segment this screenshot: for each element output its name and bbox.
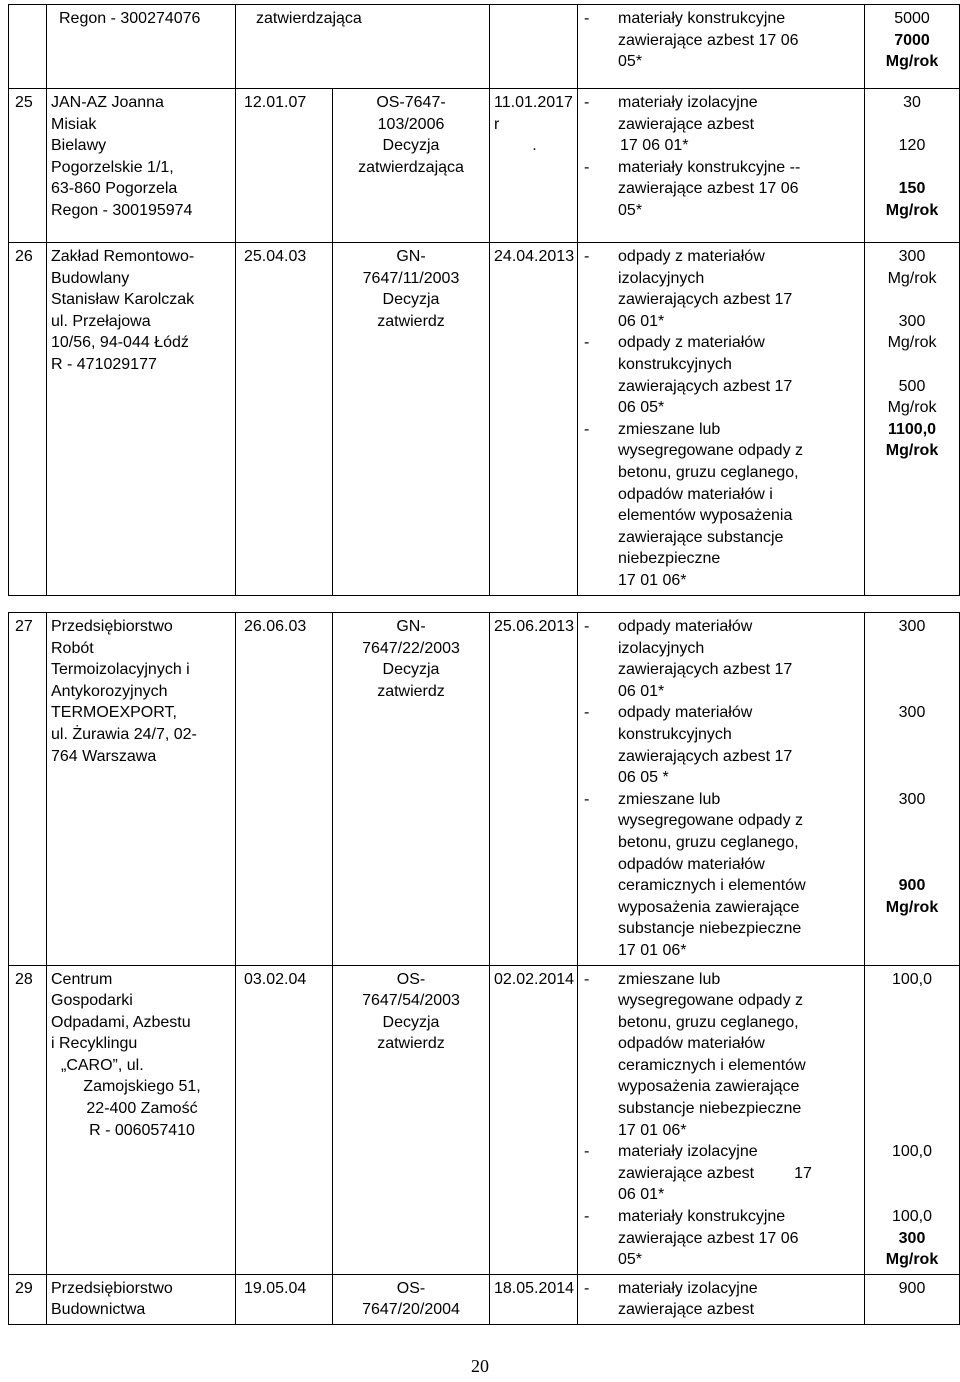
valid-date-cell bbox=[490, 5, 578, 89]
decision-cell: OS- 7647/20/2004 bbox=[333, 1274, 490, 1324]
table-row bbox=[9, 5, 960, 89]
lp-cell bbox=[9, 5, 47, 89]
list-item: - materiały konstrukcyjne zawierające azbest 17 06 05* bbox=[584, 10, 799, 71]
valid-date-cell: 24.04.2013 bbox=[490, 243, 578, 596]
list-item: - odpady materiałów izolacyjnych zawierających azbest 17 06 01* bbox=[584, 618, 793, 700]
entity-cell: JAN-AZ Joanna Misiak Bielawy Pogorzelskie 1/1, 63-860 Pogorzela Regon - 300195974 bbox=[47, 89, 236, 243]
list-item: - materiały izolacyjne zawierające azbest 17 06 01* bbox=[584, 94, 758, 155]
decision-cell: OS- 7647/54/2003 Decyzja zatwierdz bbox=[333, 965, 490, 1274]
lp-cell: 28 bbox=[9, 965, 47, 1274]
issue-date-cell: 26.06.03 bbox=[236, 613, 333, 966]
quantity-cell: 30 120 150 Mg/rok bbox=[865, 89, 960, 243]
valid-date-cell: 11.01.2017r . bbox=[490, 89, 578, 243]
register-table-top bbox=[8, 4, 960, 596]
items-cell bbox=[578, 5, 865, 89]
quantity-cell: 300 Mg/rok 300 Mg/rok 500 Mg/rok 1100,0 Mg/rok bbox=[865, 243, 960, 596]
decision-text: zatwierdzająca bbox=[256, 10, 362, 27]
list-item: - materiały izolacyjne zawierające azbest bbox=[584, 1279, 758, 1319]
register-table-bottom bbox=[8, 612, 960, 1325]
lp-cell: 29 bbox=[9, 1274, 47, 1324]
entity-cell: Centrum Gospodarki Odpadami, Azbestu i Recyklingu „CARO”, ul. Zamojskiego 51, 22-400 Zamość R - 006057410 bbox=[47, 965, 236, 1274]
lp-cell: 25 bbox=[9, 89, 47, 243]
list-item: - zmieszane lub wysegregowane odpady z betonu, gruzu ceglanego, odpadów materiałów ceramicznych i elementów wyposażenia zawierające substancje niebezpieczne 17 01 06* bbox=[584, 970, 806, 1139]
table-row bbox=[9, 965, 960, 1274]
regon-text: Regon - 300274076 bbox=[59, 10, 201, 27]
list-item: - zmieszane lub wysegregowane odpady z betonu, gruzu ceglanego, odpadów materiałów i elementów wyposażenia zawierające substancje niebezpieczne 17 01 06* bbox=[584, 420, 804, 589]
valid-date-cell: 02.02.2014 bbox=[490, 965, 578, 1274]
decision-cell: GN- 7647/11/2003 Decyzja zatwierdz bbox=[333, 243, 490, 596]
quantity-cell: 900 bbox=[865, 1274, 960, 1324]
items-cell bbox=[578, 1274, 865, 1324]
quantity-cell: 300 300 300 900 Mg/rok bbox=[865, 613, 960, 966]
decision-cell bbox=[236, 5, 490, 89]
items-cell bbox=[578, 965, 865, 1274]
items-cell bbox=[578, 89, 865, 243]
lp-cell: 27 bbox=[9, 613, 47, 966]
lp-cell: 26 bbox=[9, 243, 47, 596]
issue-date-cell: 25.04.03 bbox=[236, 243, 333, 596]
decision-cell: OS-7647- 103/2006 Decyzja zatwierdzająca bbox=[333, 89, 490, 243]
list-item: - odpady z materiałów izolacyjnych zawierających azbest 17 06 01* bbox=[584, 248, 793, 330]
issue-date-cell: 19.05.04 bbox=[236, 1274, 333, 1324]
entity-cell: Przedsiębiorstwo Budownictwa bbox=[47, 1274, 236, 1324]
issue-date-cell: 12.01.07 bbox=[236, 89, 333, 243]
valid-date-cell: 25.06.2013 bbox=[490, 613, 578, 966]
items-cell bbox=[578, 613, 865, 966]
table-row bbox=[9, 613, 960, 966]
list-item: - materiały konstrukcyjne -- zawierające azbest 17 06 05* bbox=[584, 158, 801, 219]
issue-date-cell: 03.02.04 bbox=[236, 965, 333, 1274]
table-row bbox=[9, 243, 960, 596]
page-number: 20 bbox=[471, 1356, 489, 1376]
quantity-cell: 100,0 100,0 100,0 300 Mg/rok bbox=[865, 965, 960, 1274]
table-row bbox=[9, 89, 960, 243]
valid-date-cell: 18.05.2014 bbox=[490, 1274, 578, 1324]
regon-cell bbox=[47, 5, 236, 89]
entity-cell: Zakład Remontowo- Budowlany Stanisław Karolczak ul. Przełajowa 10/56, 94-044 Łódź R - 471029177 bbox=[47, 243, 236, 596]
list-item: - materiały izolacyjne zawierające azbest 17 06 01* bbox=[584, 1143, 812, 1204]
entity-cell: Przedsiębiorstwo Robót Termoizolacyjnych i Antykorozyjnych TERMOEXPORT, ul. Żurawia 24/7, 02- 764 Warszawa bbox=[47, 613, 236, 966]
list-item: - odpady materiałów konstrukcyjnych zawierających azbest 17 06 05 * bbox=[584, 704, 793, 787]
list-item: - odpady z materiałów konstrukcyjnych zawierających azbest 17 06 05* bbox=[584, 334, 793, 417]
quantity-cell: 5000 7000 Mg/rok bbox=[865, 5, 960, 89]
list-item: - materiały konstrukcyjne zawierające azbest 17 06 05* bbox=[584, 1208, 799, 1269]
list-item: - zmieszane lub wysegregowane odpady z betonu, gruzu ceglanego, odpadów materiałów ceramicznych i elementów wyposażenia zawierające substancje niebezpieczne 17 01 06* bbox=[584, 790, 806, 959]
table-row bbox=[9, 1274, 960, 1324]
items-cell bbox=[578, 243, 865, 596]
decision-cell: GN- 7647/22/2003 Decyzja zatwierdz bbox=[333, 613, 490, 966]
